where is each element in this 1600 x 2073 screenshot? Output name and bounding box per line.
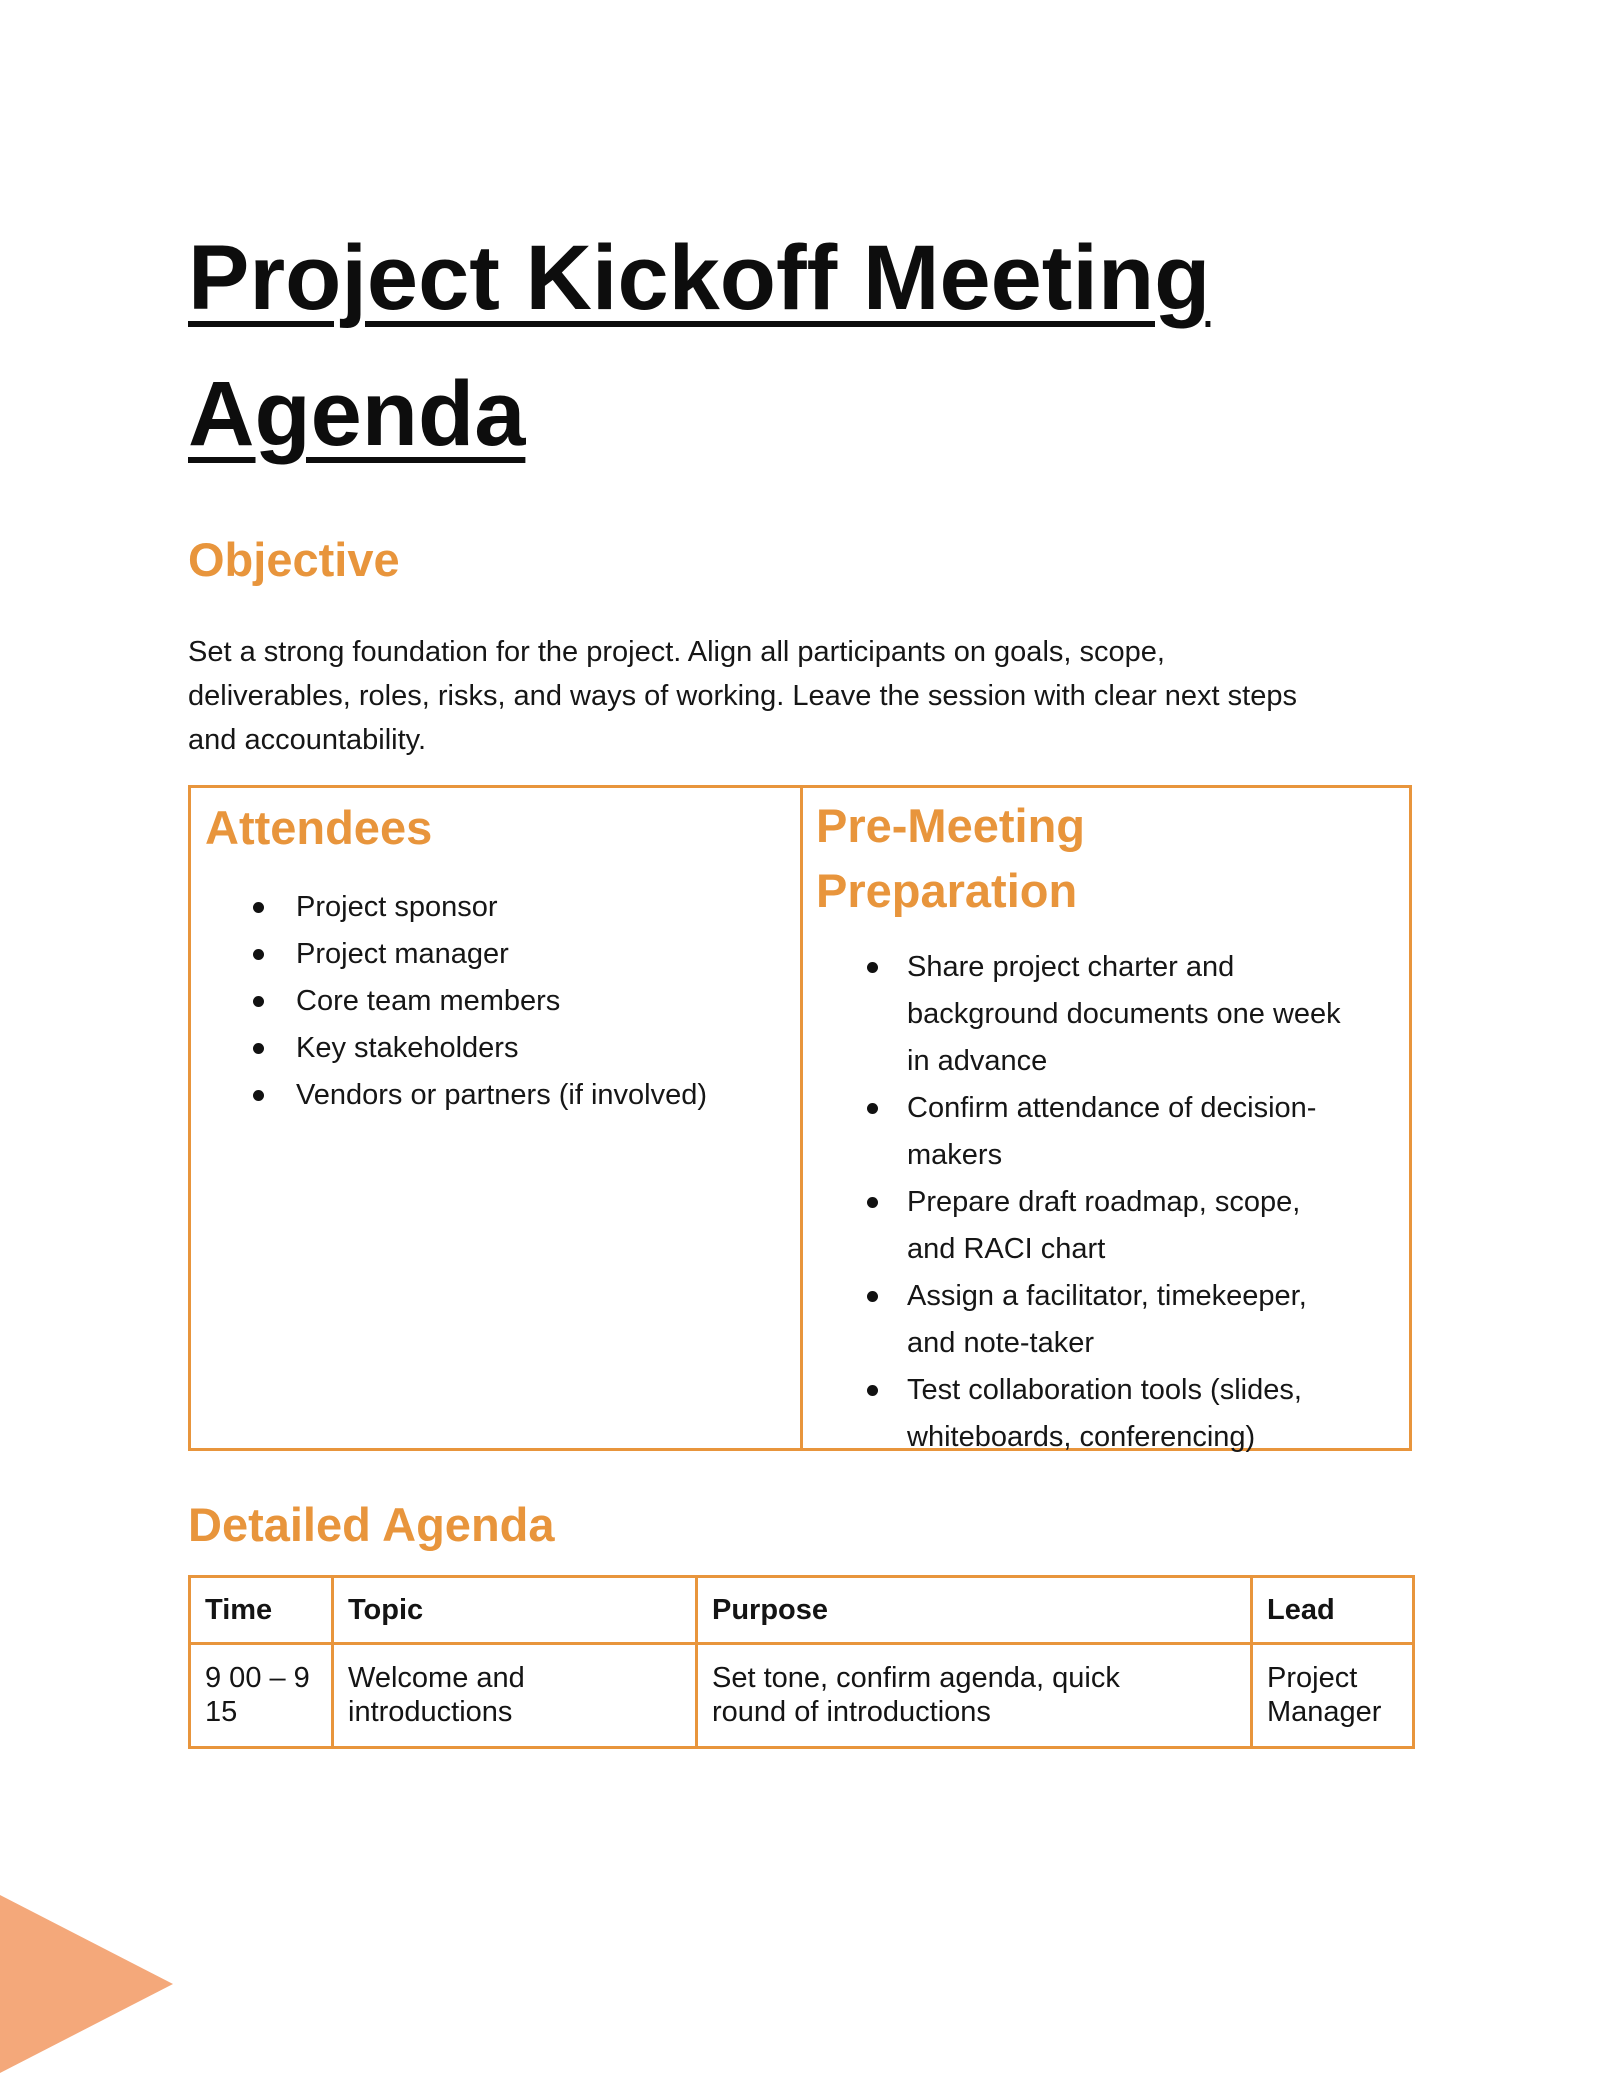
table-cell (190, 1644, 333, 1748)
list-item (867, 1179, 1347, 1273)
list-item-text: Share project charter and background documents one week in advance (907, 951, 1341, 1077)
list-item (253, 1025, 793, 1072)
bullet-dot-icon (253, 1043, 264, 1054)
bullet-dot-icon (253, 1090, 264, 1101)
objective-paragraph: Set a strong foundation for the project. Align all participants on goals, scope, deliverables, roles, risks, and ways of working. Leave the session with clear next steps and accountability. (188, 636, 1297, 756)
bullet-dot-icon (867, 1385, 878, 1396)
list-item (253, 1072, 793, 1119)
table-cell-text: 9 00 – 9 15 (205, 1662, 310, 1728)
page-title: Project Kickoff Meeting Agenda (188, 227, 1211, 465)
bullet-dot-icon (867, 1291, 878, 1302)
table-row (190, 1644, 1414, 1748)
agenda-table-wrapper (188, 1575, 1415, 1749)
list-item-text: Project manager (296, 938, 509, 970)
list-item (253, 931, 793, 978)
bullet-dot-icon (867, 1197, 878, 1208)
table-cell-text: Project Manager (1267, 1662, 1382, 1728)
pre-meeting-list (867, 944, 1347, 1461)
bullet-dot-icon (253, 902, 264, 913)
bullet-dot-icon (253, 949, 264, 960)
list-item-text: Key stakeholders (296, 1032, 519, 1064)
table-cell-text: Set tone, confirm agenda, quick round of introductions (712, 1662, 1120, 1728)
list-item-text: Prepare draft roadmap, scope, and RACI chart (907, 1186, 1301, 1265)
pre-meeting-heading: Pre-Meeting Preparation (816, 799, 1085, 917)
objective-heading: Objective (188, 533, 400, 586)
list-item-text: Confirm attendance of decision-makers (907, 1092, 1317, 1171)
corner-triangle-decoration (0, 1895, 173, 2073)
table-cell (1252, 1644, 1414, 1748)
list-item (867, 1085, 1347, 1179)
list-item-text: Assign a facilitator, timekeeper, and note-taker (907, 1280, 1307, 1359)
attendees-list (253, 884, 793, 1119)
list-item-text: Project sponsor (296, 891, 498, 923)
agenda-table (188, 1575, 1415, 1749)
table-cell-text: Welcome and introductions (348, 1662, 525, 1728)
table-cell (697, 1644, 1252, 1748)
list-item (253, 884, 793, 931)
table-header-topic: Topic (333, 1577, 697, 1644)
list-item-text: Vendors or partners (if involved) (296, 1079, 708, 1111)
attendees-heading: Attendees (205, 801, 433, 854)
table-header-purpose: Purpose (697, 1577, 1252, 1644)
list-item-text: Test collaboration tools (slides, whiteboards, conferencing) (907, 1374, 1302, 1453)
table-cell (333, 1644, 697, 1748)
list-item (867, 1273, 1347, 1367)
column-divider (800, 788, 803, 1448)
list-item (253, 978, 793, 1025)
list-item (867, 944, 1347, 1085)
bullet-dot-icon (867, 962, 878, 973)
bullet-dot-icon (867, 1103, 878, 1114)
table-header-lead: Lead (1252, 1577, 1414, 1644)
table-header-row (190, 1577, 1414, 1644)
bullet-dot-icon (253, 996, 264, 1007)
table-header-time: Time (190, 1577, 333, 1644)
detailed-agenda-heading: Detailed Agenda (188, 1498, 555, 1551)
attendees-preparation-box (188, 785, 1412, 1451)
list-item (867, 1367, 1347, 1461)
list-item-text: Core team members (296, 985, 561, 1017)
